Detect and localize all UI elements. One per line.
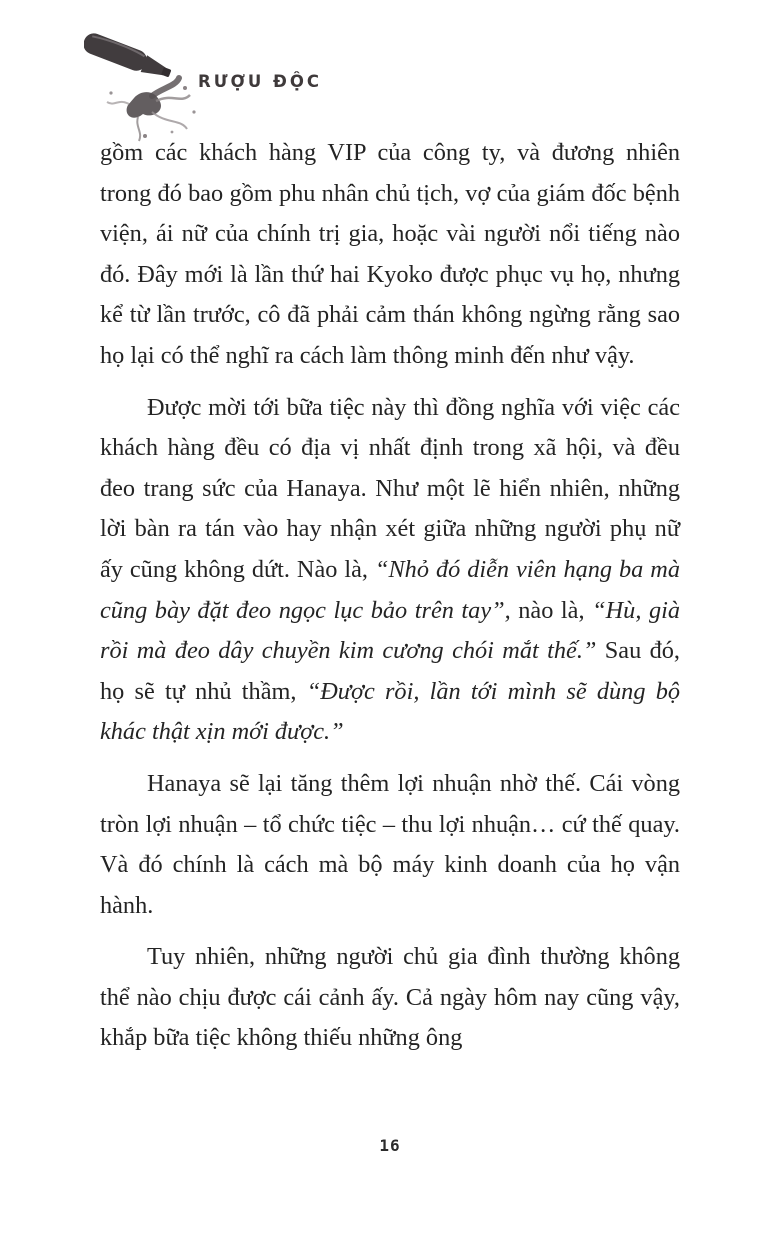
page-body [100, 133, 680, 1070]
paragraph [100, 764, 680, 926]
paragraph [100, 133, 680, 377]
text-segment: “Hù, già rồi mà đeo dây chuyền kim cương chói mắt thế.” [100, 596, 681, 665]
text-segment: gồm các khách hàng VIP của công ty, và đương nhiên trong đó bao gồm phu nhân chủ tịch, vợ của giám đốc bệnh viện, ái nữ của chính trị gia, hoặc vài người nổi tiếng nào đó. Đây mới là lần thứ hai Kyoko được phục vụ họ, nhưng kể từ lần trước, cô đã phải cảm thán không ngừng rằng sao họ lại có thể nghĩ ra cách làm thông minh đến như vậy. [100, 139, 680, 369]
text-segment: Tuy nhiên, những người chủ gia đình thường không thể nào chịu được cái cảnh ấy. Cả ngày hôm nay cũng vậy, khắp bữa tiệc không thiếu những ông [100, 943, 680, 1052]
chapter-header [0, 0, 780, 150]
chapter-title: RƯỢU ĐỘC [198, 72, 323, 91]
text-segment: Hanaya sẽ lại tăng thêm lợi nhuận nhờ thế. Cái vòng tròn lợi nhuận – tổ chức tiệc – thu lợi nhuận… cứ thế quay. Và đó chính là cách mà bộ máy kinh doanh của họ vận hành. [100, 769, 680, 919]
paragraph [100, 937, 680, 1059]
text-segment: Được mời tới bữa tiệc này thì đồng nghĩa với việc các khách hàng đều có địa vị nhất định trong xã hội, và đều đeo trang sức của Hanaya. Như một lẽ hiển nhiên, những lời bàn ra tán vào hay nhận xét giữa những người phụ nữ ấy cũng không dứt. Nào là, [100, 393, 680, 583]
page-footer [0, 1136, 780, 1156]
wine-bottle-pour-icon [84, 32, 216, 146]
text-segment: “Được rồi, lần tới mình sẽ dùng bộ khác thật xịn mới được.” [100, 677, 680, 746]
text-segment: nào là, [510, 596, 593, 624]
text-segment: “Nhỏ đó diễn viên hạng ba mà cũng bày đặt đeo ngọc lục bảo trên tay”, [100, 555, 680, 624]
page-number: 16 [379, 1136, 401, 1155]
paragraph [100, 388, 680, 753]
text-segment: Sau đó, họ sẽ tự nhủ thầm, [100, 637, 680, 705]
